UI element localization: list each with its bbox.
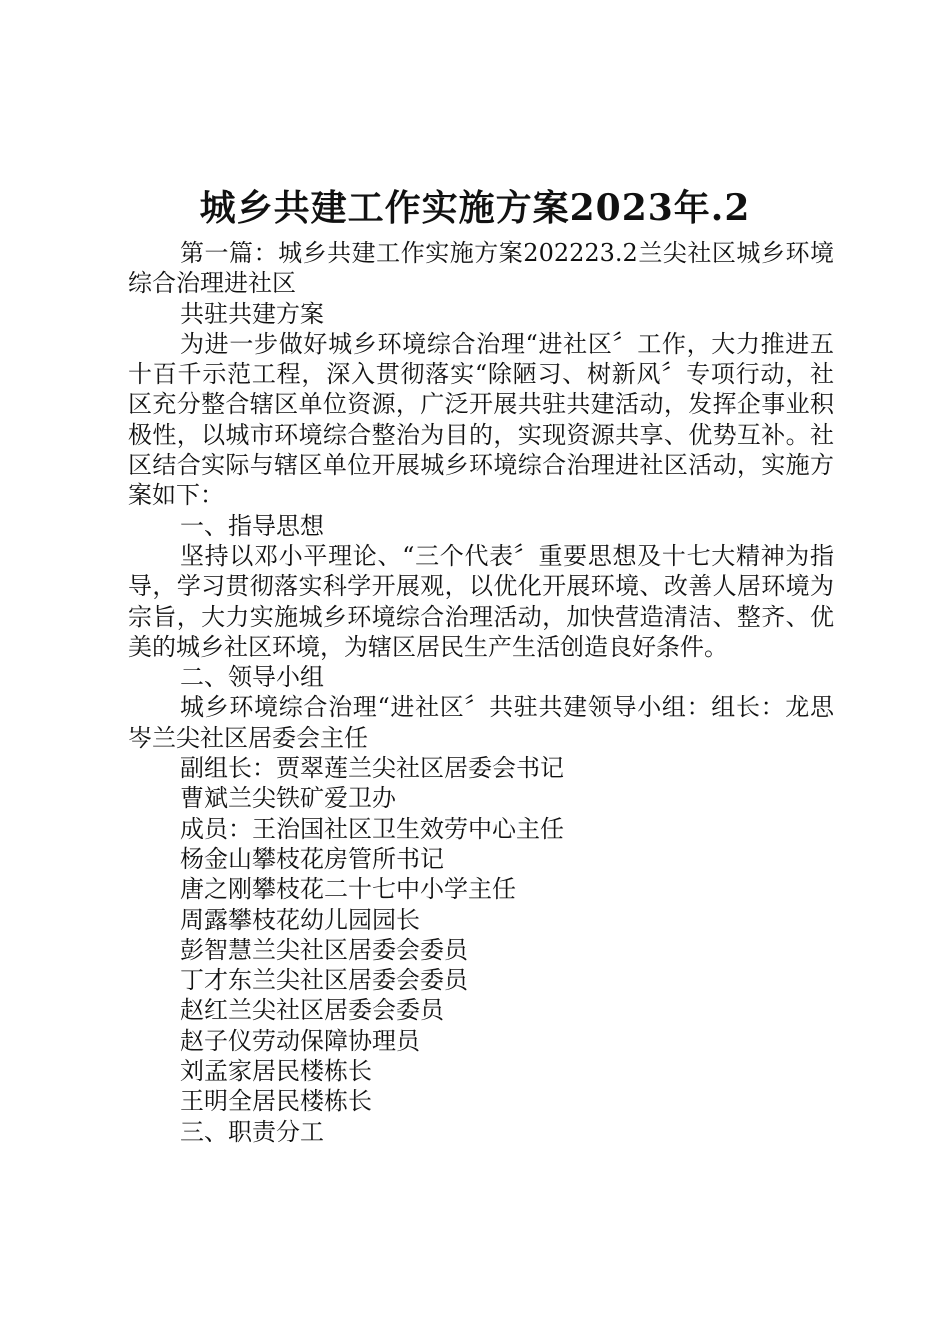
- member-line: 杨金山攀枝花房管所书记: [180, 844, 444, 873]
- member-line: 赵红兰尖社区居委会委员: [180, 996, 444, 1025]
- document-body: [128, 238, 834, 1147]
- section-heading-responsibilities: 三、职责分工: [180, 1117, 324, 1146]
- member-line: 曹斌兰尖铁矿爱卫办: [180, 784, 396, 813]
- document-title: 城乡共建工作实施方案2023年.2: [199, 187, 751, 229]
- paragraph-chapter-heading: 第一篇：城乡共建工作实施方案202223.2兰尖社区城乡环境综合治理进社区: [128, 239, 834, 298]
- member-line: 唐之刚攀枝花二十七中小学主任: [180, 875, 516, 904]
- member-line: 成员：王治国社区卫生效劳中心主任: [180, 814, 564, 843]
- member-line: 副组长：贾翠莲兰尖社区居委会书记: [180, 754, 564, 783]
- paragraph-introduction: 为进一步做好城乡环境综合治理“进社区〞工作，大力推进五十百千示范工程，深入贯彻落实“除陋习、树新风〞专项行动，社区充分整合辖区单位资源，广泛开展共驻共建活动，发挥企事业积极性，以城市环境综合整治为目的，实现资源共享、优势互补。社区结合实际与辖区单位开展城乡环境综合治理进社区活动，实施方案如下：: [128, 329, 834, 510]
- paragraph-guiding-thought: 坚持以邓小平理论、“三个代表〞重要思想及十七大精神为指导，学习贯彻落实科学开展观，以优化开展环境、改善人居环境为宗旨，大力实施城乡环境综合治理活动，加快营造清洁、整齐、优美的城乡社区环境，为辖区居民生产生活创造良好条件。: [128, 541, 834, 661]
- paragraph-leadership-group: 城乡环境综合治理“进社区〞共驻共建领导小组：组长：龙思岑兰尖社区居委会主任: [128, 693, 834, 752]
- member-line: 丁才东兰尖社区居委会委员: [180, 966, 468, 995]
- section-heading-guiding-thought: 一、指导思想: [180, 511, 324, 540]
- paragraph-plan-subtitle: 共驻共建方案: [180, 299, 324, 328]
- section-heading-leadership-group: 二、领导小组: [180, 663, 324, 692]
- member-line: 王明全居民楼栋长: [180, 1087, 372, 1116]
- member-line: 刘孟家居民楼栋长: [180, 1057, 372, 1086]
- member-line: 彭智慧兰尖社区居委会委员: [180, 935, 468, 964]
- member-line: 赵子仪劳动保障协理员: [180, 1026, 420, 1055]
- member-line: 周露攀枝花幼儿园园长: [180, 905, 420, 934]
